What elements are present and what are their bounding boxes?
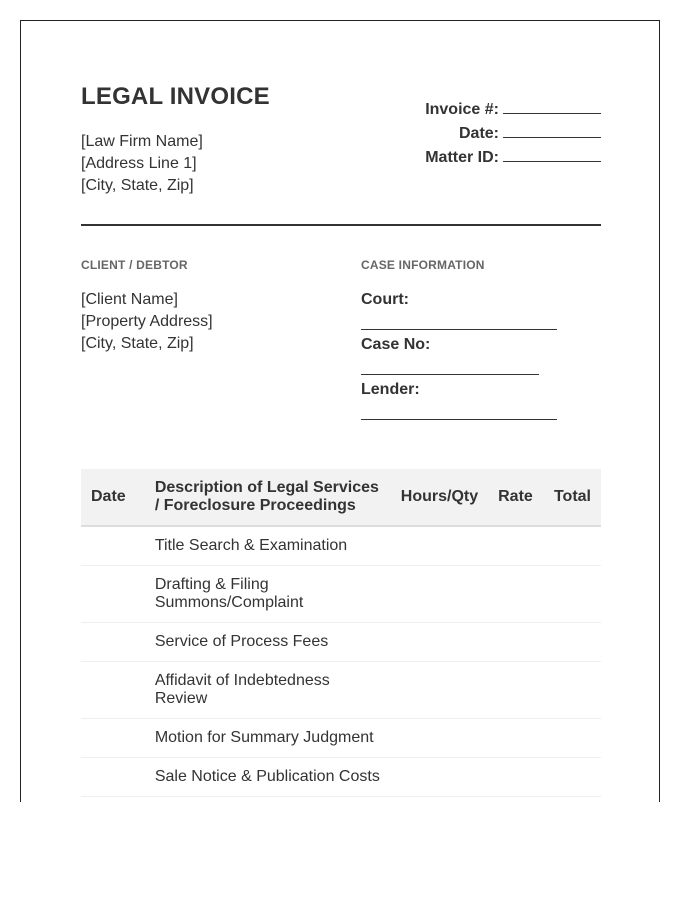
header-divider <box>81 224 601 226</box>
row-hours <box>391 566 488 623</box>
client-section-label: CLIENT / DEBTOR <box>81 258 188 272</box>
table-row <box>81 623 601 662</box>
court-blank <box>361 329 557 330</box>
row-date <box>81 662 145 719</box>
client-city-state-zip: [City, State, Zip] <box>81 335 194 352</box>
invoice-number-label: Invoice #: <box>425 101 499 118</box>
invoice-date-label: Date: <box>458 125 499 142</box>
services-table <box>81 469 601 797</box>
row-date <box>81 566 145 623</box>
lender-blank <box>361 419 557 420</box>
column-header-date: Date <box>81 469 145 526</box>
row-rate <box>488 662 544 719</box>
column-header-total: Total <box>544 469 601 526</box>
column-header-rate: Rate <box>488 469 544 526</box>
case-number-blank <box>361 374 539 375</box>
row-hours <box>391 662 488 719</box>
row-description: Service of Process Fees <box>145 623 391 662</box>
row-total <box>544 758 601 797</box>
client-address <box>81 289 213 355</box>
firm-name: [Law Firm Name] <box>81 133 203 150</box>
column-header-hours: Hours/Qty <box>391 469 488 526</box>
row-total <box>544 566 601 623</box>
row-total <box>544 719 601 758</box>
row-hours <box>391 758 488 797</box>
table-row <box>81 719 601 758</box>
invoice-number-row <box>425 97 601 121</box>
client-property-address: [Property Address] <box>81 313 213 330</box>
case-number-label: Case No: <box>361 336 431 353</box>
row-date <box>81 758 145 797</box>
row-description: Title Search & Examination <box>145 526 391 566</box>
invoice-title: LEGAL INVOICE <box>81 83 270 110</box>
invoice-number-blank <box>503 97 601 114</box>
table-row <box>81 662 601 719</box>
row-total <box>544 623 601 662</box>
row-hours <box>391 623 488 662</box>
client-name: [Client Name] <box>81 291 178 308</box>
invoice-date-row <box>425 121 601 145</box>
lender-label: Lender: <box>361 381 420 398</box>
invoice-date-blank <box>503 121 601 138</box>
row-description: Drafting & Filing Summons/Complaint <box>145 566 391 623</box>
firm-address-line: [Address Line 1] <box>81 155 197 172</box>
row-total <box>544 526 601 566</box>
table-row <box>81 758 601 797</box>
table-header-row <box>81 469 601 526</box>
firm-city-state-zip: [City, State, Zip] <box>81 177 194 194</box>
row-description: Sale Notice & Publication Costs <box>145 758 391 797</box>
row-rate <box>488 719 544 758</box>
row-date <box>81 719 145 758</box>
row-description: Motion for Summary Judgment <box>145 719 391 758</box>
row-rate <box>488 566 544 623</box>
row-hours <box>391 719 488 758</box>
column-header-description: Description of Legal Services / Foreclosure Proceedings <box>145 469 391 526</box>
row-rate <box>488 623 544 662</box>
row-description: Affidavit of Indebtedness Review <box>145 662 391 719</box>
table-row <box>81 566 601 623</box>
row-date <box>81 623 145 662</box>
matter-id-row <box>425 145 601 169</box>
row-total <box>544 662 601 719</box>
row-hours <box>391 526 488 566</box>
matter-id-label: Matter ID: <box>425 149 499 166</box>
row-rate <box>488 526 544 566</box>
case-information <box>361 289 601 424</box>
table-row <box>81 526 601 566</box>
law-firm-address <box>81 131 203 197</box>
matter-id-blank <box>503 145 601 162</box>
case-section-label: CASE INFORMATION <box>361 258 485 272</box>
court-label: Court: <box>361 291 409 308</box>
row-date <box>81 526 145 566</box>
invoice-meta <box>425 97 601 169</box>
row-rate <box>488 758 544 797</box>
invoice-page <box>20 20 660 802</box>
